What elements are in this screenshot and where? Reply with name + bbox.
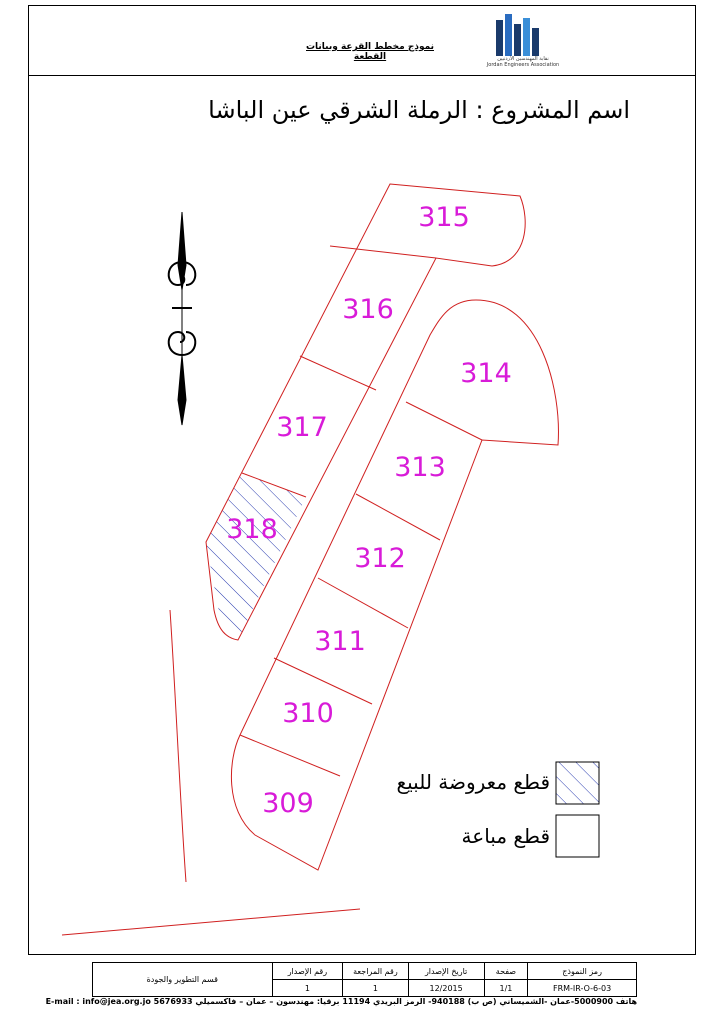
legend-box-for-sale [556,762,599,804]
val-page: 1/1 [484,980,528,997]
lot-label-309: 309 [262,788,314,819]
form-info-table [92,962,637,997]
val-issue-no: 1 [272,980,343,997]
lot-label-311: 311 [314,626,366,657]
department-cell: قسم التطوير والجودة [93,963,273,997]
legend-label-for-sale: قطع معروضة للبيع [396,770,550,794]
north-arrow-icon [169,212,196,425]
logo-caption-en: Jordan Engineers Association [486,62,560,68]
contact-line: هاتف 5000900-عمان -الشميساني (ص ب) 940188- الرمز البريدي 11194 برقيا: مهندسون – عمان – فاكسميلي 5676933 E-mail : info@jea.org.jo [45,997,637,1006]
legend-label-sold: قطع مباعة [461,824,550,848]
val-revision-no: 1 [343,980,408,997]
lot-label-315: 315 [418,202,470,233]
lot-label-314: 314 [460,358,512,389]
lot-label-310: 310 [282,698,334,729]
hdr-form-code: رمز النموذج [528,963,637,980]
hdr-revision-no: رقم المراجعة [343,963,408,980]
lot-label-316: 316 [342,294,394,325]
val-issue-date: 12/2015 [408,980,484,997]
lot-label-312: 312 [354,543,406,574]
logo-caption-ar: نقابة المهندسين الأردنيين [497,56,549,62]
legend-box-sold [556,815,599,857]
project-title: اسم المشروع : الرملة الشرقي عين الباشا [208,96,630,124]
form-title: نموذج مخطط القرعة وبيانات القطعة [306,42,434,62]
hdr-issue-date: تاريخ الإصدار [408,963,484,980]
road-line-south [62,909,360,935]
lot-label-313: 313 [394,452,446,483]
hdr-page: صفحة [484,963,528,980]
val-form-code: FRM-IR-O-6-03 [528,980,637,997]
lot-318-hatch [206,473,306,640]
hdr-issue-no: رقم الإصدار [272,963,343,980]
lot-label-317: 317 [276,412,328,443]
road-line-west [170,610,186,882]
lot-label-318: 318 [226,514,278,545]
